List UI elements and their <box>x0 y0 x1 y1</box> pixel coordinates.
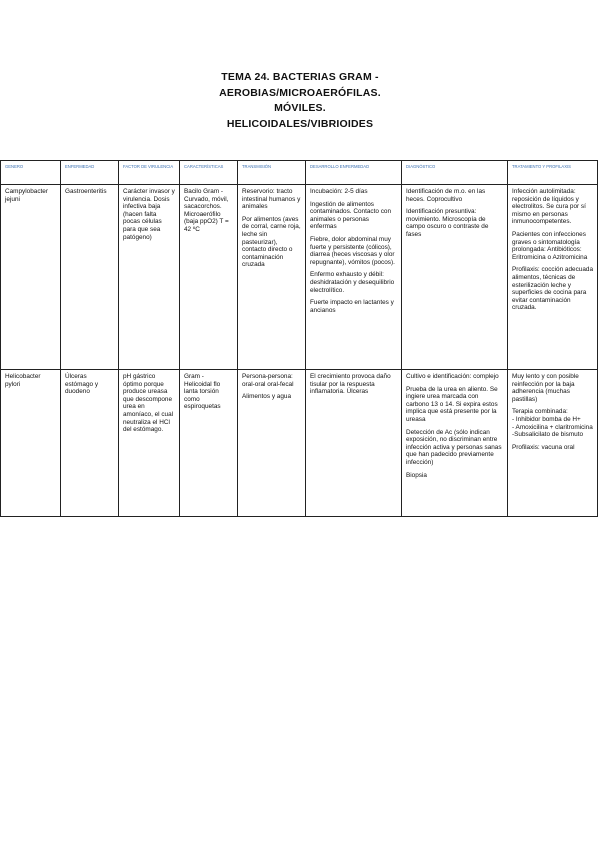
cell-paragraph: Carácter invasor y virulencia. Dosis infectiva baja (hacen falta pocas células para que sea patógeno) <box>123 188 175 241</box>
cell-transmision <box>238 185 306 370</box>
cell-paragraph: Úlceras estómago y duodeno <box>65 373 99 396</box>
cell-enfermedad <box>61 185 119 370</box>
table-row <box>1 370 598 517</box>
header-factor-virulencia: FACTOR DE VIRULENCIA <box>119 161 180 185</box>
header-desarrollo: DESARROLLO ENFERMEDAD <box>306 161 402 185</box>
cell-paragraph: Fiebre, dolor abdominal muy fuerte y persistente (cólicos), diarrea (heces viscosas y olor repugnante), vómitos (pocos). <box>310 235 395 266</box>
cell-enfermedad <box>61 370 119 517</box>
cell-paragraph: Campylobacter jejuni <box>5 188 48 203</box>
bacteria-table <box>0 160 598 517</box>
header-tratamiento: TRATAMIENTO Y PROFILAXIS <box>508 161 598 185</box>
cell-factor <box>119 370 180 517</box>
cell-paragraph: Biopsia <box>406 471 427 479</box>
cell-paragraph: Ingestión de alimentos contaminados. Contacto con animales o personas enfermas <box>310 200 391 231</box>
table-row <box>1 185 598 370</box>
title-line: AEROBIAS/MICROAERÓFILAS. <box>219 86 381 99</box>
header-enfermedad: ENFERMEDAD <box>61 161 119 185</box>
cell-paragraph: El crecimiento provoca daño tisular por la respuesta inflamatoria. Úlceras <box>310 373 391 396</box>
table-header-row <box>1 161 598 185</box>
title-line: TEMA 24. BACTERIAS GRAM - <box>221 71 379 83</box>
document-title <box>0 70 600 132</box>
cell-transmision <box>238 370 306 517</box>
cell-paragraph: Helicobacter pylori <box>5 373 41 388</box>
cell-diagnostico <box>402 185 508 370</box>
cell-paragraph: Profilaxis: cocción adecuada alimentos, técnicas de esterilización leche y superficies de cocina para evitar contaminación cruzada. <box>512 266 593 312</box>
cell-paragraph: Por alimentos (aves de corral, carne roja, leche sin pasteurizar), contacto directo o contaminación cruzada <box>242 215 301 269</box>
cell-paragraph: Gram - Helicoidal flo lanta torsión como espiroquetas <box>184 373 221 411</box>
cell-desarrollo <box>306 370 402 517</box>
header-genero: GENERO <box>1 161 61 185</box>
cell-genero <box>1 185 61 370</box>
cell-genero <box>1 370 61 517</box>
cell-paragraph: Infección autolimitada: reposición de líquidos y electrolitos. Se cura por sí mismo en personas inmunocompetentes. <box>512 188 586 226</box>
title-line: MÓVILES. <box>274 102 326 114</box>
cell-paragraph: Persona-persona: oral-oral oral-fecal <box>242 373 294 388</box>
cell-tratamiento <box>508 185 598 370</box>
header-transmision: TRANSMISIÓN <box>238 161 306 185</box>
cell-paragraph: Pacientes con infecciones graves o sintomatología prolongada: Antibióticos: Eritromicina o Azitromicina <box>512 230 588 261</box>
cell-paragraph: pH gástrico óptimo porque produce ureasa que descompone urea en amoníaco, el cual neutraliza el HCl del estómago. <box>123 373 174 434</box>
cell-paragraph: Identificación presuntiva: movimiento. Microscopía de campo oscuro o contraste de fases <box>406 208 489 238</box>
cell-desarrollo <box>306 185 402 370</box>
cell-paragraph: Detección de Ac (sólo indican exposición, no discriminan entre infección activa y personas sanas que han padecido previamente infección) <box>406 428 502 466</box>
cell-paragraph: Identificación de m.o. en las heces. Coprocultivo <box>406 188 486 203</box>
cell-diagnostico <box>402 370 508 517</box>
cell-paragraph: Alimentos y agua <box>242 393 292 401</box>
cell-paragraph: Terapia combinada: - Inhibidor bomba de H+ - Amoxicilina + claritromicina -Subsalicilato de bismuto <box>512 408 593 439</box>
cell-factor <box>119 185 180 370</box>
header-diagnostico: DIAGNÓSTICO <box>402 161 508 185</box>
cell-paragraph: Reservorio: tracto intestinal humanos y animales <box>242 188 301 211</box>
header-caracteristicas: CARACTERÍSTICAS <box>180 161 238 185</box>
cell-caracteristicas <box>180 370 238 517</box>
cell-paragraph: Profilaxis: vacuna oral <box>512 443 575 451</box>
cell-paragraph: Bacilo Gram - Curvado, móvil, sacacorchos. Microaerófilo (baja ppO2) T = 42 ºC <box>184 188 229 233</box>
cell-paragraph: Cultivo e identificación: complejo <box>406 373 499 380</box>
cell-paragraph: Prueba de la urea en aliento. Se ingiere urea marcada con carbono 13 o 14. Si expira estos implica que está presente por la ureasa <box>406 385 498 423</box>
cell-tratamiento <box>508 370 598 517</box>
cell-paragraph: Incubación: 2-5 días <box>310 188 368 195</box>
title-line: HELICOIDALES/VIBRIOIDES <box>226 117 374 130</box>
cell-paragraph: Fuerte impacto en lactantes y ancianos <box>310 299 394 314</box>
cell-paragraph: Gastroenteritis <box>65 188 107 195</box>
cell-paragraph: Enfermo exhausto y débil: deshidratación y desequilibrio electrolítico. <box>310 271 395 294</box>
cell-caracteristicas <box>180 185 238 370</box>
cell-paragraph: Muy lento y con posible reinfección por la baja adherencia (muchas pastillas) <box>512 373 579 403</box>
